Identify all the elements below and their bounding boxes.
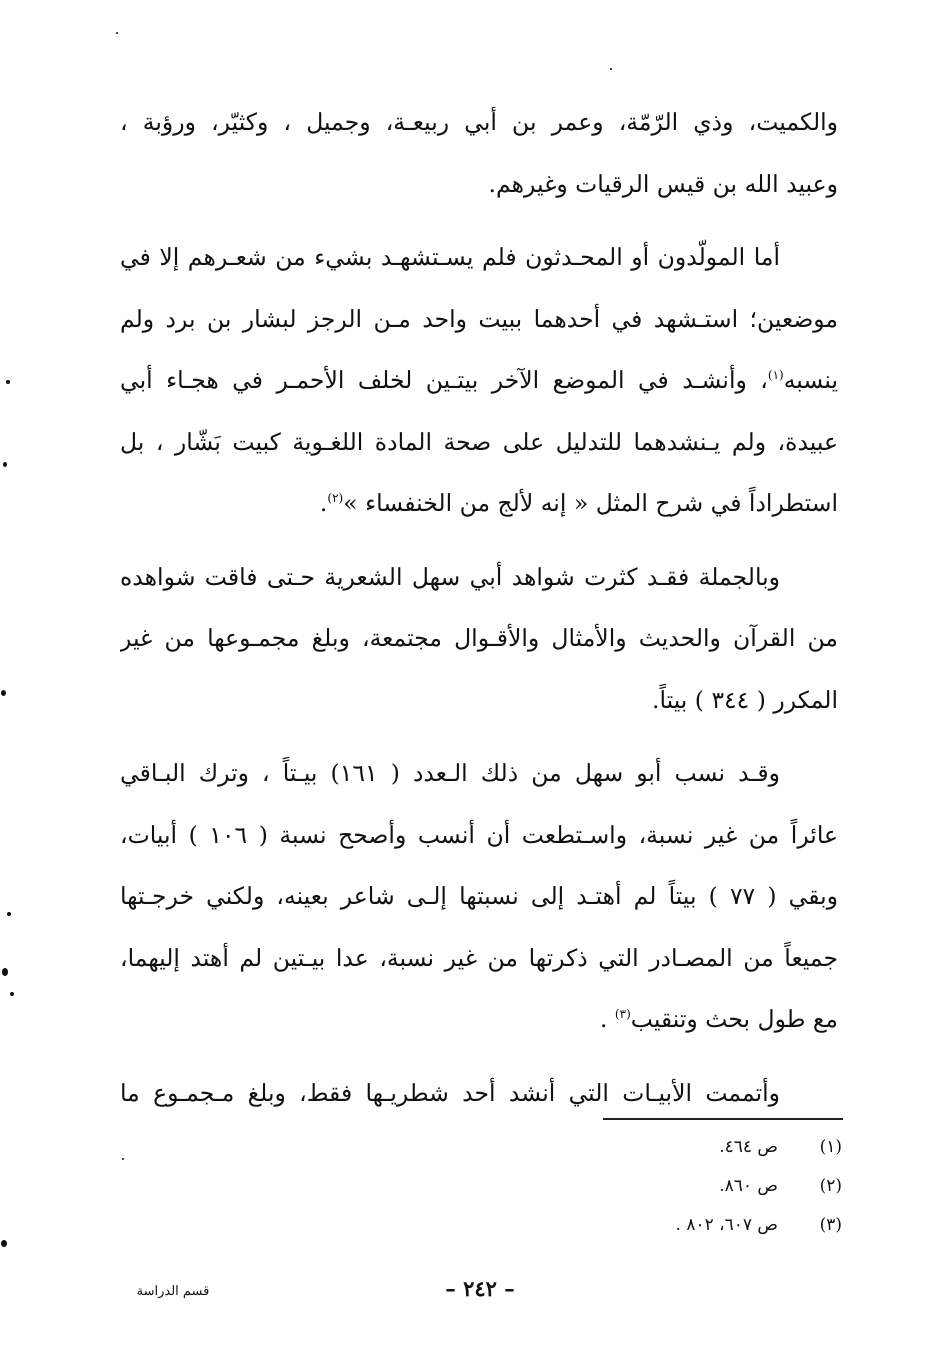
text-line-with-footnote-2	[120, 473, 838, 535]
scan-speck	[116, 32, 118, 34]
paragraph-1	[120, 92, 838, 215]
scan-speck	[6, 380, 10, 384]
scan-speck	[2, 968, 8, 976]
footnote-number: (١)	[819, 1137, 842, 1157]
footnote-ref-2: (٢)	[327, 491, 344, 506]
text-line: جميعاً من المصـادر التي ذكرتها من غير نسبة، عدا بيـتين لم أهتد إليهما،	[120, 943, 838, 972]
text-line: عبيدة، ولم يـنشدهما للتدليل على صحة المادة اللغـوية كبيت بَشّار ، بل	[120, 427, 838, 456]
footnote-number: (٣)	[819, 1215, 842, 1235]
scan-speck	[122, 1158, 124, 1160]
text-line: موضعين؛ استـشهد في أحدهما ببيت واحد مـن الرجز لبشار بن برد ولم	[120, 304, 838, 333]
paragraph-5	[120, 1063, 838, 1125]
text-line: عائراً من غير نسبة، واسـتطعت أن أنسب وأصحح نسبة ( ١٠٦ ) أبيات،	[120, 820, 838, 849]
scan-speck	[610, 68, 612, 70]
section-label: قسم الدراسة	[136, 1284, 210, 1299]
text-line-with-footnote-3	[120, 989, 838, 1051]
footnote-number: (٢)	[819, 1176, 842, 1196]
scan-speck	[1, 1240, 7, 1247]
text-line: وعبيد الله بن قيس الرقيات وغيرهم.	[488, 169, 838, 198]
text-line: والكميت، وذي الرّمّة، وعمر بن أبي ربيعـة، وجميل ، وكثيّر، ورؤبة ،	[120, 108, 838, 136]
text-span: مع طول بحث وتنقيب	[630, 1005, 838, 1033]
scan-speck	[1, 690, 6, 696]
text-line: المكرر ( ٣٤٤ ) بيتاً.	[651, 685, 838, 714]
scan-speck	[7, 912, 11, 916]
footnote-2	[560, 1167, 842, 1206]
page-number: – ٢٤٢ –	[445, 1276, 515, 1301]
text-line: من القرآن والحديث والأمثال والأقـوال مجتمعة، وبلغ مجمـوعها من غير	[120, 624, 838, 652]
scan-speck	[10, 992, 14, 996]
text-line: وقـد نسب أبو سهل من ذلك الـعدد ( ١٦١) بيـتاً ، وترك البـاقي	[120, 759, 780, 787]
footnote-1	[560, 1128, 842, 1167]
footnote-ref-3: (٣)	[614, 1007, 631, 1022]
text-line: وأتممت الأبيـات التي أنشد أحد شطريـها فقط، وبلغ مـجمـوع ما	[120, 1078, 780, 1107]
text-line: وبقي ( ٧٧ ) بيتاً لم أهتـد إلى نسبتها إلـى شاعر بعينه، ولكني خرجـتها	[120, 882, 838, 910]
text-line: أما المولّدون أو المحـدثون فلم يسـتشهـد بشيء من شعـرهم إلا في	[120, 243, 780, 271]
text-line: وبالجملة فقـد كثرت شواهد أبي سهل الشعرية حـتى فاقت شواهده	[120, 562, 780, 591]
text-span: ينسبه	[783, 366, 838, 394]
text-span: .	[319, 489, 328, 517]
footnote-ref-1: (١)	[767, 368, 784, 383]
paragraph-4	[120, 743, 838, 1051]
footnote-3	[560, 1206, 842, 1245]
footnote-separator	[603, 1118, 843, 1120]
footnote-text: ص ٤٦٤.	[719, 1137, 778, 1157]
footnotes	[560, 1128, 842, 1245]
text-span: استطراداً في شرح المثل « إنه لألج من الخنفساء »	[343, 489, 838, 517]
paragraph-2	[120, 227, 838, 535]
scan-speck	[3, 462, 7, 467]
text-span: .	[599, 1005, 615, 1033]
footnote-text: ص ٨٦٠.	[719, 1176, 778, 1196]
footnote-text: ص ٦٠٧، ٨٠٢ .	[675, 1215, 778, 1235]
text-span: ، وأنشـد في الموضع الآخر بيتـين لخلف الأحمـر في هجـاء أبي	[120, 366, 768, 394]
text-line-with-footnote-1	[120, 350, 838, 412]
main-text	[120, 92, 838, 1124]
paragraph-3	[120, 547, 838, 732]
